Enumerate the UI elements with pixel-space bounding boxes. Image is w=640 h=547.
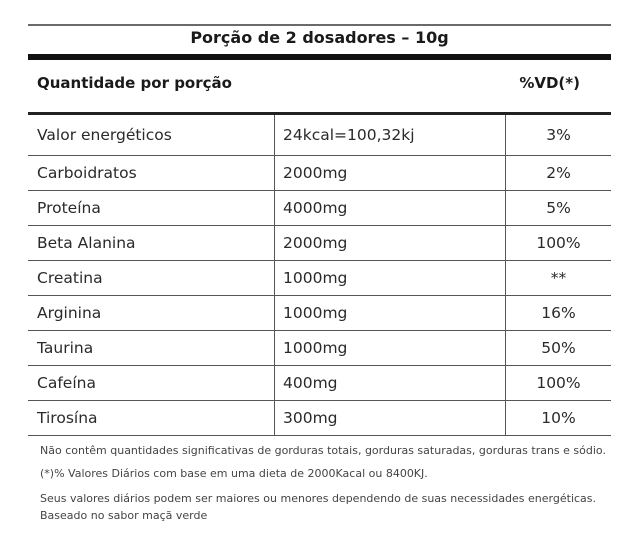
nutrient-amount: 1000mg	[275, 296, 506, 331]
table-row	[28, 191, 611, 226]
nutrient-amount: 2000mg	[275, 226, 506, 261]
nutrition-table	[28, 24, 611, 436]
nutrient-amount: 1000mg	[275, 331, 506, 366]
nutrient-amount: 2000mg	[275, 156, 506, 191]
footnote-needs: Seus valores diários podem ser maiores ou menores dependendo de suas necessidades energéticas.	[40, 492, 597, 505]
table-row	[28, 331, 611, 366]
table-row	[28, 261, 611, 296]
table-row	[28, 156, 611, 191]
nutrient-amount: 1000mg	[275, 261, 506, 296]
nutrient-vd: 100%	[506, 366, 612, 401]
table-row	[28, 115, 611, 156]
quantity-header: Quantidade por porção	[37, 74, 232, 92]
nutrient-amount: 24kcal=100,32kj	[275, 115, 506, 156]
footnote-no-significant: Não contêm quantidades significativas de gorduras totais, gorduras saturadas, gorduras trans e sódio.	[40, 444, 606, 457]
nutrient-name: Valor energéticos	[28, 115, 275, 156]
nutrient-vd: 2%	[506, 156, 612, 191]
nutrient-name: Cafeína	[28, 366, 275, 401]
nutrient-vd: **	[506, 261, 612, 296]
nutrient-table	[28, 115, 611, 436]
nutrient-name: Creatina	[28, 261, 275, 296]
nutrient-name: Carboidratos	[28, 156, 275, 191]
nutrient-vd: 16%	[506, 296, 612, 331]
nutrient-vd: 10%	[506, 401, 612, 436]
table-row	[28, 226, 611, 261]
nutrient-amount: 300mg	[275, 401, 506, 436]
table-row	[28, 401, 611, 436]
table-row	[28, 366, 611, 401]
vd-header: %VD(*)	[519, 74, 580, 92]
nutrient-amount: 400mg	[275, 366, 506, 401]
nutrient-vd: 100%	[506, 226, 612, 261]
table-row	[28, 296, 611, 331]
nutrient-vd: 3%	[506, 115, 612, 156]
nutrient-name: Taurina	[28, 331, 275, 366]
footnote-daily-values: (*)% Valores Diários com base em uma dieta de 2000Kacal ou 8400KJ.	[40, 467, 428, 480]
nutrient-name: Beta Alanina	[28, 226, 275, 261]
nutrient-name: Arginina	[28, 296, 275, 331]
nutrient-name: Proteína	[28, 191, 275, 226]
serving-title: Porção de 2 dosadores – 10g	[28, 26, 611, 60]
footnote-flavor: Baseado no sabor maçã verde	[40, 509, 208, 522]
nutrient-name: Tirosína	[28, 401, 275, 436]
nutrient-amount: 4000mg	[275, 191, 506, 226]
nutrient-vd: 5%	[506, 191, 612, 226]
table-header	[28, 60, 611, 115]
nutrient-vd: 50%	[506, 331, 612, 366]
